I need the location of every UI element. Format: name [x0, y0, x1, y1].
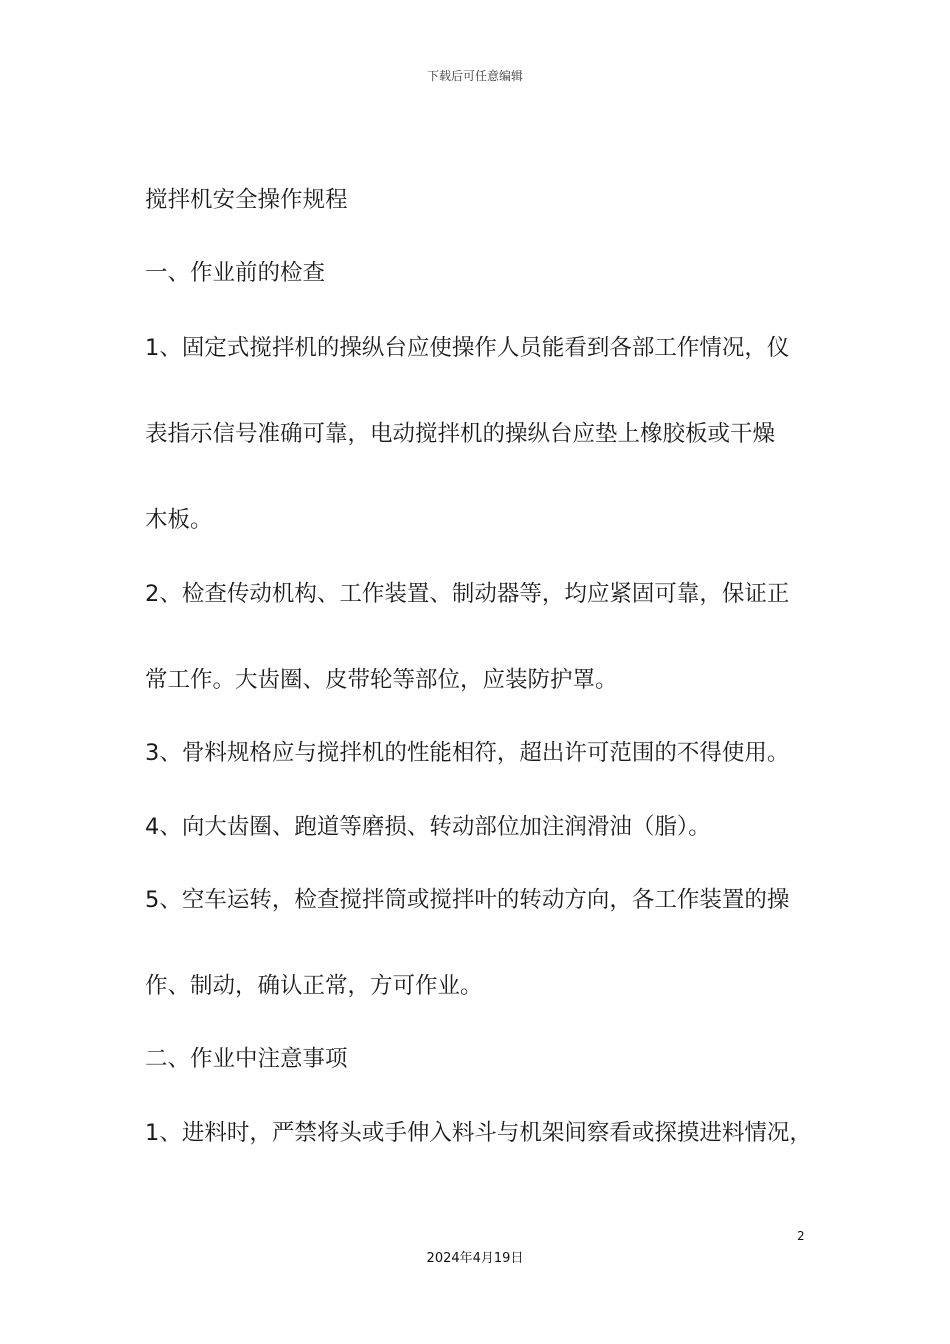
paragraph-line: 常工作。大齿圈、皮带轮等部位，应装防护罩。: [145, 667, 618, 693]
paragraph-line: 木板。: [145, 507, 213, 533]
paragraph-line: 表指示信号准确可靠，电动搅拌机的操纵台应垫上橡胶板或干燥: [145, 421, 776, 447]
document-title: 搅拌机安全操作规程: [145, 187, 348, 213]
paragraph-line: 1、固定式搅拌机的操纵台应使操作人员能看到各部工作情况，仪: [145, 335, 790, 361]
section-heading: 二、作业中注意事项: [145, 1046, 348, 1072]
paragraph-line: 作、制动，确认正常，方可作业。: [145, 973, 483, 999]
section-heading: 一、作业前的检查: [145, 260, 326, 286]
paragraph-line: 1、进料时，严禁将头或手伸入料斗与机架间察看或探摸进料情况，: [145, 1120, 812, 1146]
page-header: 下载后可任意编辑: [426, 69, 523, 83]
paragraph-line: 3、骨料规格应与搅拌机的性能相符，超出许可范围的不得使用。: [145, 740, 790, 766]
paragraph-line: 4、向大齿圈、跑道等磨损、转动部位加注润滑油（脂）。: [145, 814, 711, 840]
footer-date: 2024年4月19日: [426, 1251, 524, 1266]
paragraph-line: 2、检查传动机构、工作装置、制动器等，均应紧固可靠，保证正: [145, 581, 790, 607]
page-number: 2: [797, 1229, 805, 1243]
paragraph-line: 5、空车运转，检查搅拌筒或搅拌叶的转动方向，各工作装置的操: [145, 887, 790, 913]
